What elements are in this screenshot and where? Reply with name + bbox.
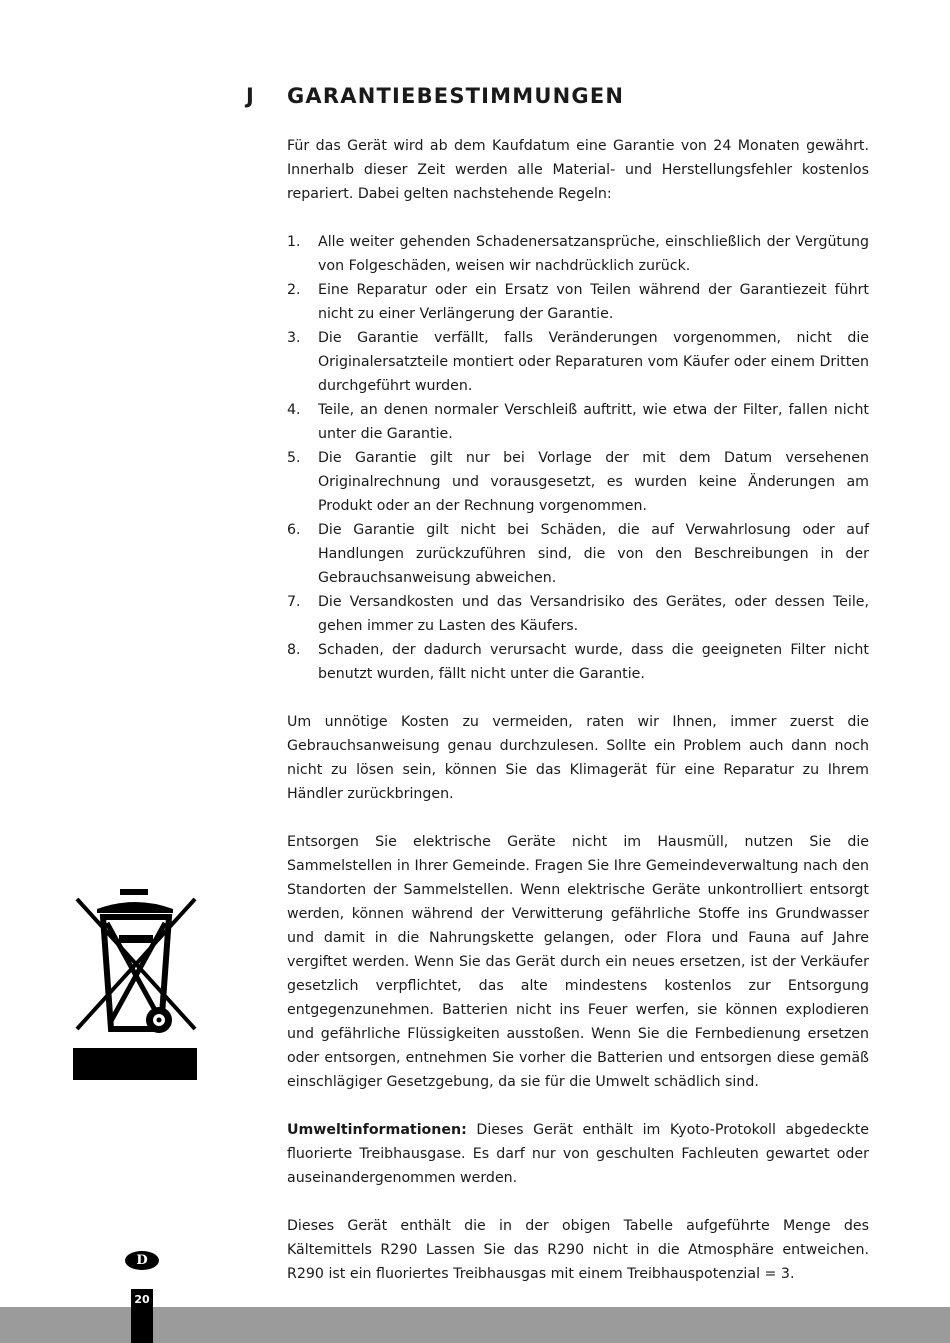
refrigerant-paragraph: Dieses Gerät enthält die in der obigen Tabelle aufgeführte Menge des Kältemittels R290 Lassen Sie das R290 nicht in die Atmosphäre entweichen. R290 ist ein fluoriertes Treibhausgas mit einem Treibhauspotenzial = 3. bbox=[287, 1218, 869, 1282]
warranty-rules-list bbox=[287, 230, 869, 686]
rule-item bbox=[287, 398, 869, 446]
rule-text: Die Versandkosten und das Versandrisiko des Gerätes, oder dessen Teile, gehen immer zu Lasten des Käufers. bbox=[318, 594, 869, 634]
rule-number: 6. bbox=[287, 522, 301, 538]
crossed-out-wheelie-bin-icon bbox=[73, 887, 197, 1080]
page-tab bbox=[131, 1289, 153, 1343]
rule-number: 2. bbox=[287, 282, 301, 298]
rule-text: Die Garantie gilt nicht bei Schäden, die auf Verwahrlosung oder auf Handlungen zurückzuführen sind, die von den Beschreibungen in der Gebrauchsanweisung abweichen. bbox=[318, 522, 869, 586]
disposal-paragraph: Entsorgen Sie elektrische Geräte nicht im Hausmüll, nutzen Sie die Sammelstellen in Ihrer Gemeinde. Fragen Sie Ihre Gemeindeverwaltung nach den Standorten der Sammelstellen. Wenn elektrische Geräte unkontrolliert entsorgt werden, können während der Verwitterung gefährliche Stoffe ins Grundwasser und damit in die Nahrungskette gelangen, oder Flora und Fauna auf Jahre vergiftet werden. Wenn Sie das Gerät durch ein neues ersetzen, ist der Verkäufer gesetzlich verpflichtet, das alte mindestens kostenlos zur Entsorgung entgegenzunehmen. Batterien nicht ins Feuer werfen, sie können explodieren und gefährliche Flüssigkeiten ausstoßen. Wenn Sie die Fernbedienung ersetzen oder entsorgen, entnehmen Sie vorher die Batterien und entsorgen diese gemäß einschlägiger Gesetzgebung, da sie für die Umwelt schädlich sind. bbox=[287, 834, 869, 1090]
rule-number: 5. bbox=[287, 450, 301, 466]
rule-number: 7. bbox=[287, 594, 301, 610]
section-letter: J bbox=[246, 84, 255, 108]
intro-paragraph: Für das Gerät wird ab dem Kaufdatum eine Garantie von 24 Monaten gewährt. Innerhalb dieser Zeit werden alle Material- und Herstellungsfehler kostenlos repariert. Dabei gelten nachstehende Regeln: bbox=[287, 138, 869, 202]
language-badge: D bbox=[125, 1251, 159, 1270]
rule-number: 4. bbox=[287, 402, 301, 418]
rule-item bbox=[287, 326, 869, 398]
rule-item bbox=[287, 638, 869, 686]
rule-text: Alle weiter gehenden Schadenersatzansprüche, einschließlich der Vergütung von Folgeschäden, weisen wir nachdrücklich zurück. bbox=[318, 234, 869, 274]
rule-number: 8. bbox=[287, 642, 301, 658]
section-title: GARANTIEBESTIMMUNGEN bbox=[287, 84, 625, 108]
rule-text: Eine Reparatur oder ein Ersatz von Teilen während der Garantiezeit führt nicht zu einer Verlängerung der Garantie. bbox=[318, 282, 869, 322]
rule-number: 1. bbox=[287, 234, 301, 250]
rule-number: 3. bbox=[287, 330, 301, 346]
advice-paragraph: Um unnötige Kosten zu vermeiden, raten wir Ihnen, immer zuerst die Gebrauchsanweisung genau durchzulesen. Sollte ein Problem auch dann noch nicht zu lösen sein, können Sie das Klimagerät für eine Reparatur zu Ihrem Händler zurückbringen. bbox=[287, 714, 869, 802]
rule-text: Teile, an denen normaler Verschleiß auftritt, wie etwa der Filter, fallen nicht unter die Garantie. bbox=[318, 402, 869, 442]
environment-paragraph bbox=[287, 1118, 869, 1190]
environment-text: Dieses Gerät enthält im Kyoto-Protokoll abgedeckte fluorierte Treibhausgase. Es darf nur von geschulten Fachleuten gewartet oder auseinandergenommen werden. bbox=[287, 1122, 869, 1186]
rule-text: Die Garantie verfällt, falls Veränderungen vorgenommen, nicht die Originalersatzteile montiert oder Reparaturen vom Käufer oder einem Dritten durchgeführt wurden. bbox=[318, 330, 869, 394]
rule-text: Die Garantie gilt nur bei Vorlage der mit dem Datum versehenen Originalrechnung und vorausgesetzt, es wurden keine Änderungen am Produkt oder an der Rechnung vorgenommen. bbox=[318, 450, 869, 514]
rule-text: Schaden, der dadurch verursacht wurde, dass die geeigneten Filter nicht benutzt wurden, fällt nicht unter die Garantie. bbox=[318, 642, 869, 682]
rule-item bbox=[287, 230, 869, 278]
rule-item bbox=[287, 446, 869, 518]
rule-item bbox=[287, 518, 869, 590]
page-number: 20 bbox=[134, 1293, 150, 1306]
rule-item bbox=[287, 278, 869, 326]
environment-label: Umweltinformationen: bbox=[287, 1122, 467, 1138]
document-body bbox=[287, 134, 869, 1310]
rule-item bbox=[287, 590, 869, 638]
